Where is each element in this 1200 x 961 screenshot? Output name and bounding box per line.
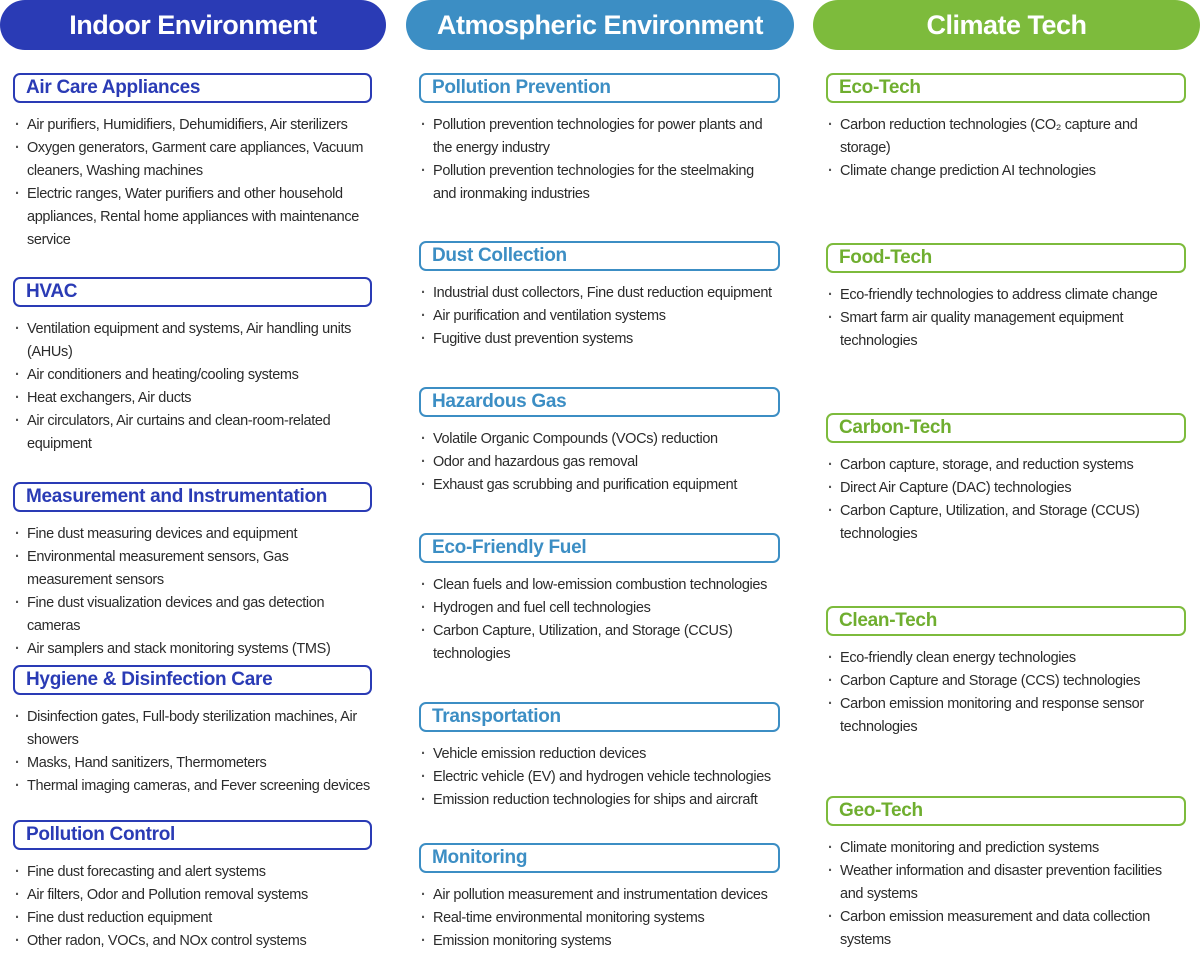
list-item: · Air purifiers, Humidifiers, Dehumidifiers, Air sterilizers — [13, 114, 372, 137]
section-pollution-prevention — [419, 73, 780, 206]
section-title: Hygiene & Disinfection Care — [13, 665, 372, 695]
list-item: · Air conditioners and heating/cooling systems — [13, 364, 372, 387]
list-item: · Carbon emission measurement and data collection systems — [826, 906, 1186, 952]
section-measurement-and-instrumentation — [13, 482, 372, 661]
list-item: · Emission monitoring systems — [419, 930, 780, 953]
list-item: · Air pollution measurement and instrumentation devices — [419, 884, 780, 907]
list-item: · Carbon capture, storage, and reduction systems — [826, 454, 1186, 477]
list-item: · Electric vehicle (EV) and hydrogen vehicle technologies — [419, 766, 780, 789]
list-item: · Environmental measurement sensors, Gas measurement sensors — [13, 546, 372, 592]
list-item: · Air circulators, Air curtains and clean-room-related equipment — [13, 410, 372, 456]
section-title: Pollution Control — [13, 820, 372, 850]
section-title: Pollution Prevention — [419, 73, 780, 103]
section-title: Measurement and Instrumentation — [13, 482, 372, 512]
list-item: · Hydrogen and fuel cell technologies — [419, 597, 780, 620]
section-transportation — [419, 702, 780, 812]
list-item: · Fugitive dust prevention systems — [419, 328, 780, 351]
section-title: Dust Collection — [419, 241, 780, 271]
section-pollution-control — [13, 820, 372, 953]
list-item: · Carbon Capture and Storage (CCS) technologies — [826, 670, 1186, 693]
section-title: Food-Tech — [826, 243, 1186, 273]
list-item: · Climate monitoring and prediction systems — [826, 837, 1186, 860]
list-item: · Carbon reduction technologies (CO₂ capture and storage) — [826, 114, 1186, 160]
section-title: Monitoring — [419, 843, 780, 873]
section-title: Carbon-Tech — [826, 413, 1186, 443]
section-clean-tech — [826, 606, 1186, 739]
list-item: · Air samplers and stack monitoring systems (TMS) — [13, 638, 372, 661]
list-item: · Clean fuels and low-emission combustion technologies — [419, 574, 780, 597]
list-item: · Heat exchangers, Air ducts — [13, 387, 372, 410]
section-title: Eco-Friendly Fuel — [419, 533, 780, 563]
list-item: · Air filters, Odor and Pollution removal systems — [13, 884, 372, 907]
list-item: · Fine dust reduction equipment — [13, 907, 372, 930]
list-item: · Carbon Capture, Utilization, and Storage (CCUS) technologies — [826, 500, 1186, 546]
section-title: Air Care Appliances — [13, 73, 372, 103]
list-item: · Masks, Hand sanitizers, Thermometers — [13, 752, 372, 775]
list-item: · Real-time environmental monitoring systems — [419, 907, 780, 930]
list-item: · Smart farm air quality management equipment technologies — [826, 307, 1186, 353]
section-hvac — [13, 277, 372, 456]
list-item: · Fine dust forecasting and alert systems — [13, 861, 372, 884]
list-item: · Pollution prevention technologies for the steelmaking and ironmaking industries — [419, 160, 780, 206]
section-title: Transportation — [419, 702, 780, 732]
list-item: · Exhaust gas scrubbing and purification equipment — [419, 474, 780, 497]
list-item: · Weather information and disaster prevention facilities and systems — [826, 860, 1186, 906]
list-item: · Odor and hazardous gas removal — [419, 451, 780, 474]
list-item: · Fine dust measuring devices and equipment — [13, 523, 372, 546]
section-eco-friendly-fuel — [419, 533, 780, 666]
list-item: · Other radon, VOCs, and NOx control systems — [13, 930, 372, 953]
list-item: · Carbon emission monitoring and response sensor technologies — [826, 693, 1186, 739]
list-item: · Pollution prevention technologies for power plants and the energy industry — [419, 114, 780, 160]
list-item: · Carbon Capture, Utilization, and Storage (CCUS) technologies — [419, 620, 780, 666]
section-food-tech — [826, 243, 1186, 353]
list-item: · Electric ranges, Water purifiers and other household appliances, Rental home appliances with maintenance service — [13, 183, 372, 252]
column-header: Atmospheric Environment — [406, 0, 794, 50]
section-eco-tech — [826, 73, 1186, 183]
list-item: · Volatile Organic Compounds (VOCs) reduction — [419, 428, 780, 451]
section-air-care-appliances — [13, 73, 372, 252]
section-title: Clean-Tech — [826, 606, 1186, 636]
list-item: · Oxygen generators, Garment care appliances, Vacuum cleaners, Washing machines — [13, 137, 372, 183]
section-title: Eco-Tech — [826, 73, 1186, 103]
section-hazardous-gas — [419, 387, 780, 497]
list-item: · Climate change prediction AI technologies — [826, 160, 1186, 183]
list-item: · Thermal imaging cameras, and Fever screening devices — [13, 775, 372, 798]
list-item: · Disinfection gates, Full-body sterilization machines, Air showers — [13, 706, 372, 752]
section-hygiene-disinfection-care — [13, 665, 372, 798]
list-item: · Fine dust visualization devices and gas detection cameras — [13, 592, 372, 638]
list-item: · Industrial dust collectors, Fine dust reduction equipment — [419, 282, 780, 305]
list-item: · Vehicle emission reduction devices — [419, 743, 780, 766]
section-geo-tech — [826, 796, 1186, 952]
section-dust-collection — [419, 241, 780, 351]
list-item: · Emission reduction technologies for ships and aircraft — [419, 789, 780, 812]
list-item: · Ventilation equipment and systems, Air handling units (AHUs) — [13, 318, 372, 364]
list-item: · Direct Air Capture (DAC) technologies — [826, 477, 1186, 500]
section-monitoring — [419, 843, 780, 953]
column-header: Climate Tech — [813, 0, 1200, 50]
list-item: · Eco-friendly technologies to address climate change — [826, 284, 1186, 307]
list-item: · Eco-friendly clean energy technologies — [826, 647, 1186, 670]
list-item: · Air purification and ventilation systems — [419, 305, 780, 328]
section-title: Hazardous Gas — [419, 387, 780, 417]
column-header: Indoor Environment — [0, 0, 386, 50]
section-title: Geo-Tech — [826, 796, 1186, 826]
section-title: HVAC — [13, 277, 372, 307]
section-carbon-tech — [826, 413, 1186, 546]
